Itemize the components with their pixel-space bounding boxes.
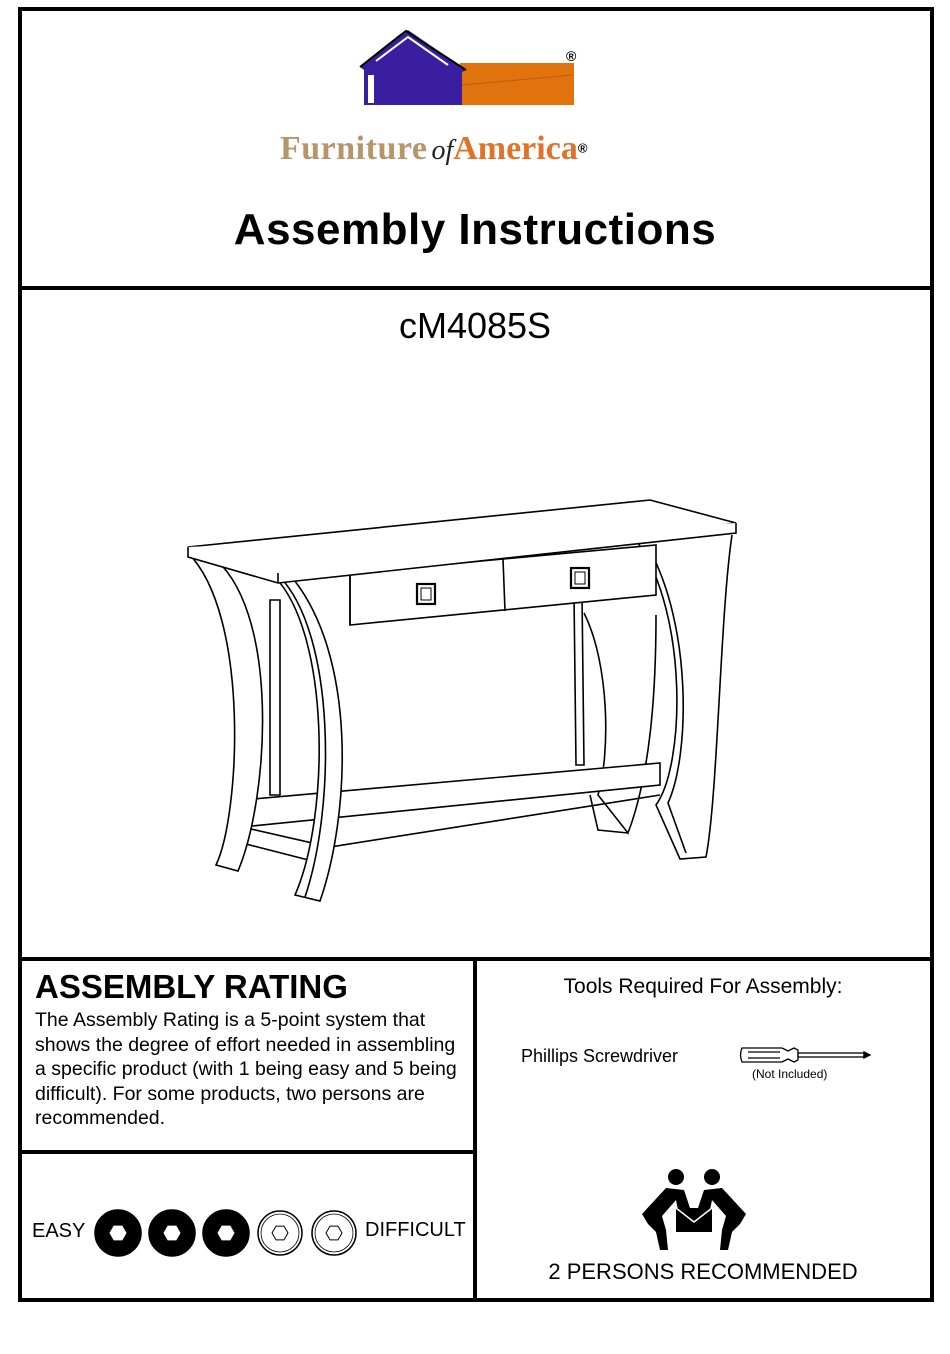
easy-label: EASY — [32, 1220, 86, 1242]
screwdriver-icon — [738, 1044, 873, 1066]
rating-dot-filled — [95, 1210, 141, 1256]
tool-name: Phillips Screwdriver — [521, 1046, 679, 1066]
difficult-label: DIFFICULT — [365, 1219, 466, 1241]
divider-header — [18, 286, 934, 290]
rating-scale — [94, 1207, 364, 1259]
rating-description: The Assembly Rating is a 5-point system that shows the degree of effort needed in assembling a specific product (with 1 being easy and 5 being difficult). For some products, two persons are recommended. — [35, 1009, 457, 1129]
brand-logo — [280, 25, 680, 167]
rating-dot-filled — [149, 1210, 195, 1256]
logo-registered-mark: ® — [566, 48, 577, 64]
tool-note: (Not Included) — [752, 1067, 828, 1081]
house-logo-icon — [280, 25, 680, 115]
tools-heading: Tools Required For Assembly: — [563, 975, 843, 998]
persons-recommended-label: 2 PERSONS RECOMMENDED — [548, 1259, 858, 1284]
rating-dot-empty — [258, 1211, 302, 1255]
console-table-illustration — [180, 495, 750, 915]
divider-rating — [18, 1150, 477, 1154]
page-title: Assembly Instructions — [233, 205, 717, 254]
model-number: cM4085S — [398, 305, 552, 346]
brand-word-america: America — [453, 130, 578, 167]
brand-name — [280, 130, 680, 168]
rating-dot-filled — [203, 1210, 249, 1256]
two-persons-lifting-icon — [638, 1168, 750, 1252]
brand-registered-mark: ® — [577, 140, 588, 156]
divider-vertical — [473, 957, 477, 1298]
brand-word-furniture: Furniture — [280, 130, 428, 167]
rating-heading: ASSEMBLY RATING — [35, 968, 348, 1005]
brand-word-of: of — [431, 135, 454, 166]
rating-dot-empty — [312, 1211, 356, 1255]
